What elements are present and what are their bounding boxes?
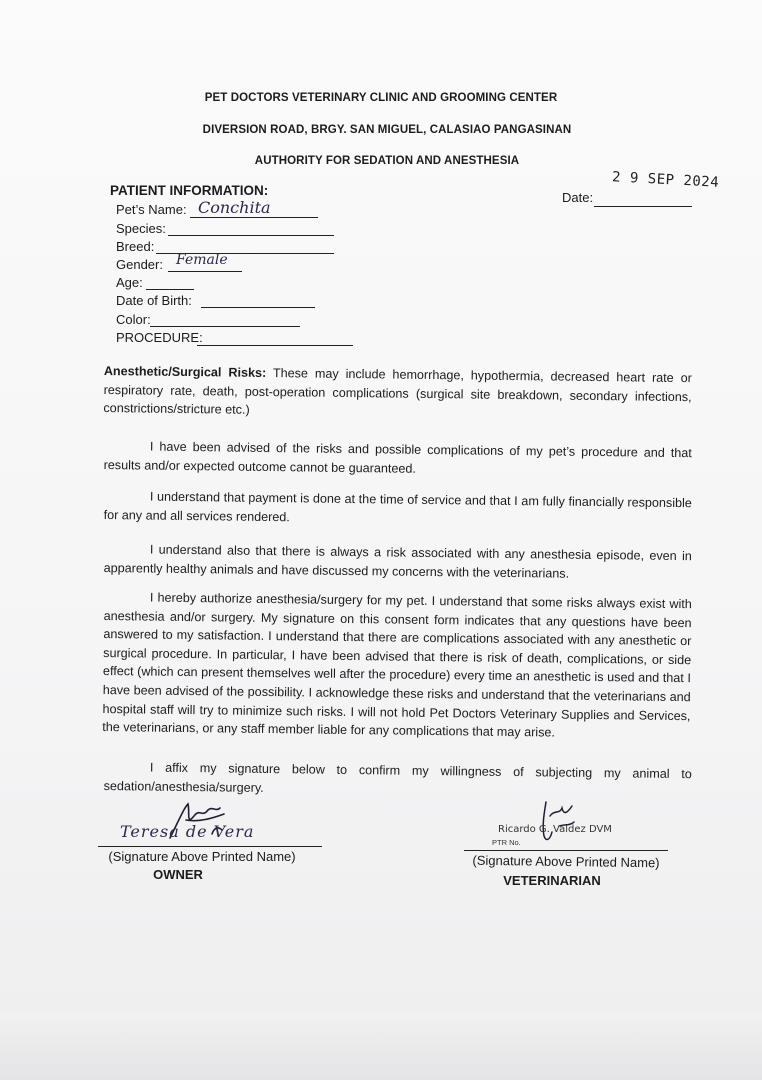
form-title: AUTHORITY FOR SEDATION AND ANESTHESIA — [254, 155, 520, 167]
pet-name-value: Conchita — [198, 198, 271, 217]
owner-printed-name: Teresa de Vera — [120, 822, 255, 841]
species-label: Species: — [116, 221, 166, 236]
paragraph-5: I affix my signature below to confirm my willingness of subjecting my animal to sedation/anesthesia/surgery. — [103, 760, 692, 795]
patient-info-heading: PATIENT INFORMATION: — [110, 183, 269, 198]
date-label: Date: — [562, 190, 594, 205]
dob-line — [201, 307, 315, 308]
paragraph-2: I understand that payment is done at the time of service and that I am fully financially responsible for any and all services rendered. — [103, 489, 692, 524]
risks-paragraph — [103, 362, 692, 425]
vet-caption: (Signature Above Printed Name) — [472, 852, 660, 871]
gender-value: Female — [176, 252, 228, 268]
paragraph-4: I hereby authorize anesthesia/surgery for my pet. I understand that some risks always exist with anesthesia and/or surgery. My signature on this consent form indicates that any questions have been answered to my satisfaction. I understand that there are complications associated with any anesthetic or surgical procedure. In particular, I have been advised that there is risk of death, complications, or side effect (which can present themselves well after the procedure) every time an anesthetic is used and that I have been advised of the possibility. I acknowledge these risks and understand that the veterinarians and hospital staff will try to minimize such risks. I will not hold Pet Doctors Veterinary Supplies and Services, the veterinarians, or any staff member liable for any complications that may arise. — [102, 590, 692, 740]
gender-label: Gender: — [116, 257, 163, 272]
vet-ptr-label: PTR No. — [492, 838, 521, 847]
breed-label: Breed: — [116, 239, 155, 254]
pet-name-line — [190, 217, 318, 218]
species-line — [168, 235, 334, 236]
age-line — [146, 289, 194, 290]
scan-bottom-margin — [0, 1012, 762, 1080]
gender-line — [168, 271, 242, 272]
pet-name-label: Pet’s Name: — [116, 202, 187, 217]
dob-label: Date of Birth: — [116, 293, 192, 308]
risks-text: These may include hemorrhage, hypothermia, decreased heart rate or respiratory rate, death, post-operation complications (surgical site breakdown, secondary infections, constrictions/stricture etc.) — [103, 366, 692, 417]
owner-caption: (Signature Above Printed Name) — [108, 849, 296, 864]
risks-label: Anesthetic/Surgical Risks: — [103, 363, 267, 380]
owner-signature-line — [98, 846, 322, 847]
procedure-label: PROCEDURE: — [116, 330, 203, 345]
paragraph-1: I have been advised of the risks and possible complications of my pet’s procedure and that results and/or expected outcome cannot be guaranteed. — [103, 439, 692, 476]
paragraph-3: I understand also that there is always a risk associated with any anesthesia episode, even in apparently healthy animals and have discussed my concerns with the veterinarians. — [103, 542, 692, 581]
age-label: Age: — [116, 275, 143, 290]
clinic-address: DIVERSION ROAD, BRGY. SAN MIGUEL, CALASIAO PANGASINAN — [202, 124, 572, 136]
procedure-line — [197, 345, 353, 346]
date-stamp: 2 9 SEP 2024 — [611, 169, 720, 191]
vet-signature-line — [464, 850, 668, 851]
vet-signature — [520, 796, 590, 846]
vet-role: VETERINARIAN — [503, 873, 601, 888]
color-line — [150, 326, 300, 327]
color-label: Color: — [116, 312, 151, 327]
date-line — [594, 206, 692, 207]
owner-role: OWNER — [153, 867, 203, 882]
clinic-name: PET DOCTORS VETERINARY CLINIC AND GROOMING CENTER — [204, 92, 558, 104]
vet-printed-name: Ricardo G. Valdez DVM — [498, 824, 612, 835]
